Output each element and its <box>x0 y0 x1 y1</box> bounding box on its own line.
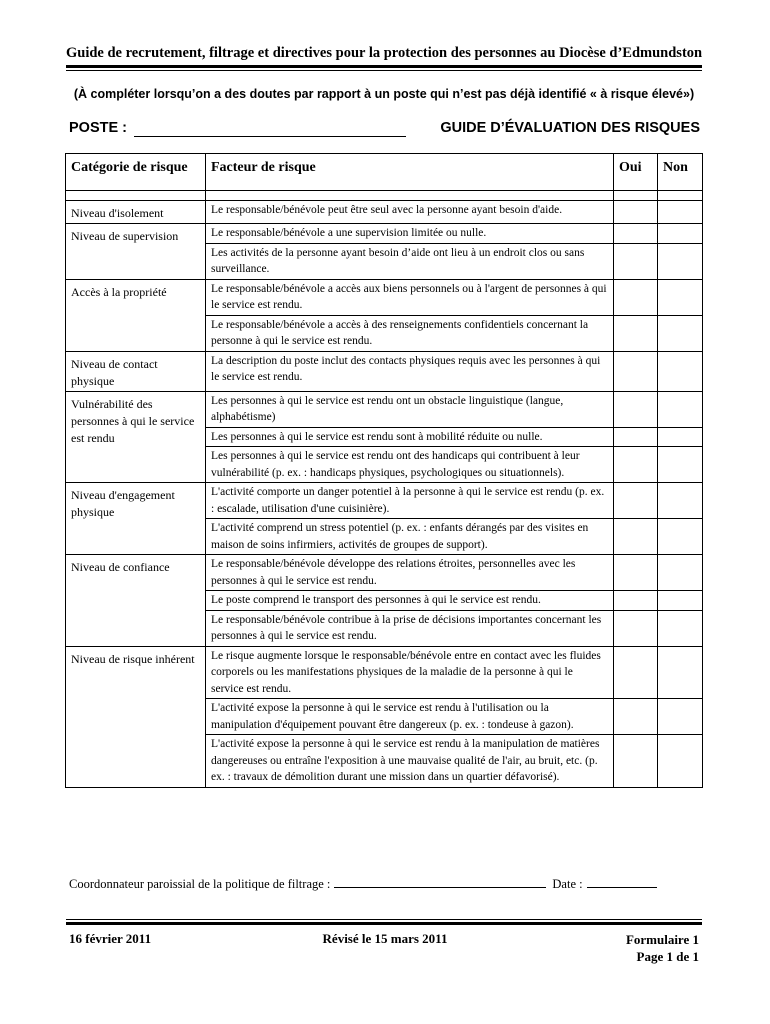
no-checkbox[interactable] <box>658 391 703 427</box>
factor-text: L'activité comprend un stress potentiel (p. ex. : enfants dérangés par des visites en maison de soins infirmiers, activités de groupes de support). <box>206 519 614 555</box>
category-confiance: Niveau de confiance <box>66 555 206 647</box>
factor-text: Le poste comprend le transport des personnes à qui le service est rendu. <box>206 591 614 611</box>
table-spacer-row <box>66 191 703 201</box>
category-propriete: Accès à la propriété <box>66 279 206 351</box>
table-row <box>66 391 703 427</box>
no-checkbox[interactable] <box>658 646 703 699</box>
yes-checkbox[interactable] <box>614 483 658 519</box>
yes-checkbox[interactable] <box>614 243 658 279</box>
spacer-cell <box>206 191 614 201</box>
yes-checkbox[interactable] <box>614 646 658 699</box>
spacer-cell <box>66 191 206 201</box>
factor-text: Les activités de la personne ayant besoin d’aide ont lieu à un endroit clos ou sans surveillance. <box>206 243 614 279</box>
no-checkbox[interactable] <box>658 483 703 519</box>
factor-text: Le responsable/bénévole a accès aux biens personnels ou à l'argent de personnes à qui le service est rendu. <box>206 279 614 315</box>
footer-page-number: Page 1 de 1 <box>636 949 699 964</box>
factor-text: Les personnes à qui le service est rendu ont un obstacle linguistique (langue, alphabétisme) <box>206 391 614 427</box>
header-no: Non <box>658 154 703 191</box>
footer-date: 16 février 2011 <box>69 931 152 946</box>
yes-checkbox[interactable] <box>614 391 658 427</box>
yes-checkbox[interactable] <box>614 279 658 315</box>
header-factor: Facteur de risque <box>206 154 614 191</box>
no-checkbox[interactable] <box>658 699 703 735</box>
footer-rule-thin <box>66 919 702 920</box>
table-row <box>66 646 703 699</box>
document-header-title: Guide de recrutement, filtrage et directives pour la protection des personnes au Diocèse d’Edmundston <box>66 45 703 61</box>
header-rule-thick <box>66 65 702 68</box>
factor-text: Le responsable/bénévole a une supervision limitée ou nulle. <box>206 224 614 244</box>
table-header-row <box>66 154 703 191</box>
factor-text: L'activité expose la personne à qui le service est rendu à l'utilisation ou la manipulation d'équipement pouvant être dangereux (p. ex. : tondeuse à gazon). <box>206 699 614 735</box>
footer-form-info <box>560 931 699 965</box>
no-checkbox[interactable] <box>658 351 703 391</box>
factor-text: Le risque augmente lorsque le responsable/bénévole entre en contact avec les fluides corporels ou les manifestations physiques de la maladie de la personne à qui le service est rendu. <box>206 646 614 699</box>
yes-checkbox[interactable] <box>614 699 658 735</box>
spacer-cell <box>614 191 658 201</box>
factor-text: L'activité expose la personne à qui le service est rendu à la manipulation de matières dangereuses ou entraîne l'exposition à une mauvaise qualité de l'air, au bruit, etc. (p. ex. : travaux de démolition durant une mission dans un quartier défavorisé). <box>206 735 614 788</box>
signature-line <box>69 875 709 892</box>
factor-text: Les personnes à qui le service est rendu sont à mobilité réduite ou nulle. <box>206 427 614 447</box>
factor-text: Le responsable/bénévole contribue à la prise de décisions importantes concernant les personnes à qui le service est rendu. <box>206 610 614 646</box>
no-checkbox[interactable] <box>658 224 703 244</box>
no-checkbox[interactable] <box>658 519 703 555</box>
footer-revised: Révisé le 15 mars 2011 <box>322 931 448 946</box>
yes-checkbox[interactable] <box>614 591 658 611</box>
category-supervision: Niveau de supervision <box>66 224 206 280</box>
table-row <box>66 279 703 315</box>
factor-text: Les personnes à qui le service est rendu ont des handicaps qui contribuent à leur vulnérabilité (p. ex. : handicaps physiques, psychologiques ou situationnels). <box>206 447 614 483</box>
table-row <box>66 483 703 519</box>
category-contact: Niveau de contact physique <box>66 351 206 391</box>
yes-checkbox[interactable] <box>614 224 658 244</box>
factor-text: Le responsable/bénévole développe des relations étroites, personnelles avec les personnes à qui le service est rendu. <box>206 555 614 591</box>
yes-checkbox[interactable] <box>614 351 658 391</box>
factor-text: L'activité comporte un danger potentiel à la personne à qui le service est rendu (p. ex. : escalade, utilisation d'une cuisinière). <box>206 483 614 519</box>
factor-text: La description du poste inclut des contacts physiques requis avec les personnes à qui le service est rendu. <box>206 351 614 391</box>
factor-text: Le responsable/bénévole a accès à des renseignements confidentiels concernant la personne à qui le service est rendu. <box>206 315 614 351</box>
date-input-line[interactable] <box>587 875 657 888</box>
no-checkbox[interactable] <box>658 427 703 447</box>
factor-text: Le responsable/bénévole peut être seul avec la personne ayant besoin d'aide. <box>206 201 614 224</box>
date-label: Date : <box>552 877 583 891</box>
poste-label: POSTE : <box>69 120 128 136</box>
category-vulnerabilite: Vulnérabilité des personnes à qui le service est rendu <box>66 391 206 483</box>
coordinator-input-line[interactable] <box>334 875 546 888</box>
header-rule-thin <box>66 70 702 71</box>
yes-checkbox[interactable] <box>614 555 658 591</box>
table-row <box>66 201 703 224</box>
no-checkbox[interactable] <box>658 279 703 315</box>
category-isolement: Niveau d'isolement <box>66 201 206 224</box>
table-row <box>66 224 703 244</box>
instructions-subtitle: (À compléter lorsqu’on a des doutes par rapport à un poste qui n’est pas déjà identifié « à risque élevé») <box>73 87 695 101</box>
table-row <box>66 555 703 591</box>
no-checkbox[interactable] <box>658 243 703 279</box>
no-checkbox[interactable] <box>658 735 703 788</box>
header-category: Catégorie de risque <box>66 154 206 191</box>
table-row <box>66 351 703 391</box>
no-checkbox[interactable] <box>658 610 703 646</box>
guide-title: GUIDE D’ÉVALUATION DES RISQUES <box>440 120 700 136</box>
no-checkbox[interactable] <box>658 315 703 351</box>
risk-assessment-table <box>65 153 703 788</box>
no-checkbox[interactable] <box>658 447 703 483</box>
yes-checkbox[interactable] <box>614 610 658 646</box>
yes-checkbox[interactable] <box>614 201 658 224</box>
no-checkbox[interactable] <box>658 591 703 611</box>
no-checkbox[interactable] <box>658 555 703 591</box>
spacer-cell <box>658 191 703 201</box>
yes-checkbox[interactable] <box>614 315 658 351</box>
category-engagement: Niveau d'engagement physique <box>66 483 206 555</box>
footer-rule-thick <box>66 922 702 925</box>
coordinator-label: Coordonnateur paroissial de la politique de filtrage : <box>69 877 331 891</box>
yes-checkbox[interactable] <box>614 519 658 555</box>
yes-checkbox[interactable] <box>614 447 658 483</box>
poste-input-line[interactable] <box>134 136 406 137</box>
footer-form-number: Formulaire 1 <box>625 932 699 947</box>
yes-checkbox[interactable] <box>614 427 658 447</box>
category-risque-inherent: Niveau de risque inhérent <box>66 646 206 787</box>
header-yes: Oui <box>614 154 658 191</box>
yes-checkbox[interactable] <box>614 735 658 788</box>
no-checkbox[interactable] <box>658 201 703 224</box>
